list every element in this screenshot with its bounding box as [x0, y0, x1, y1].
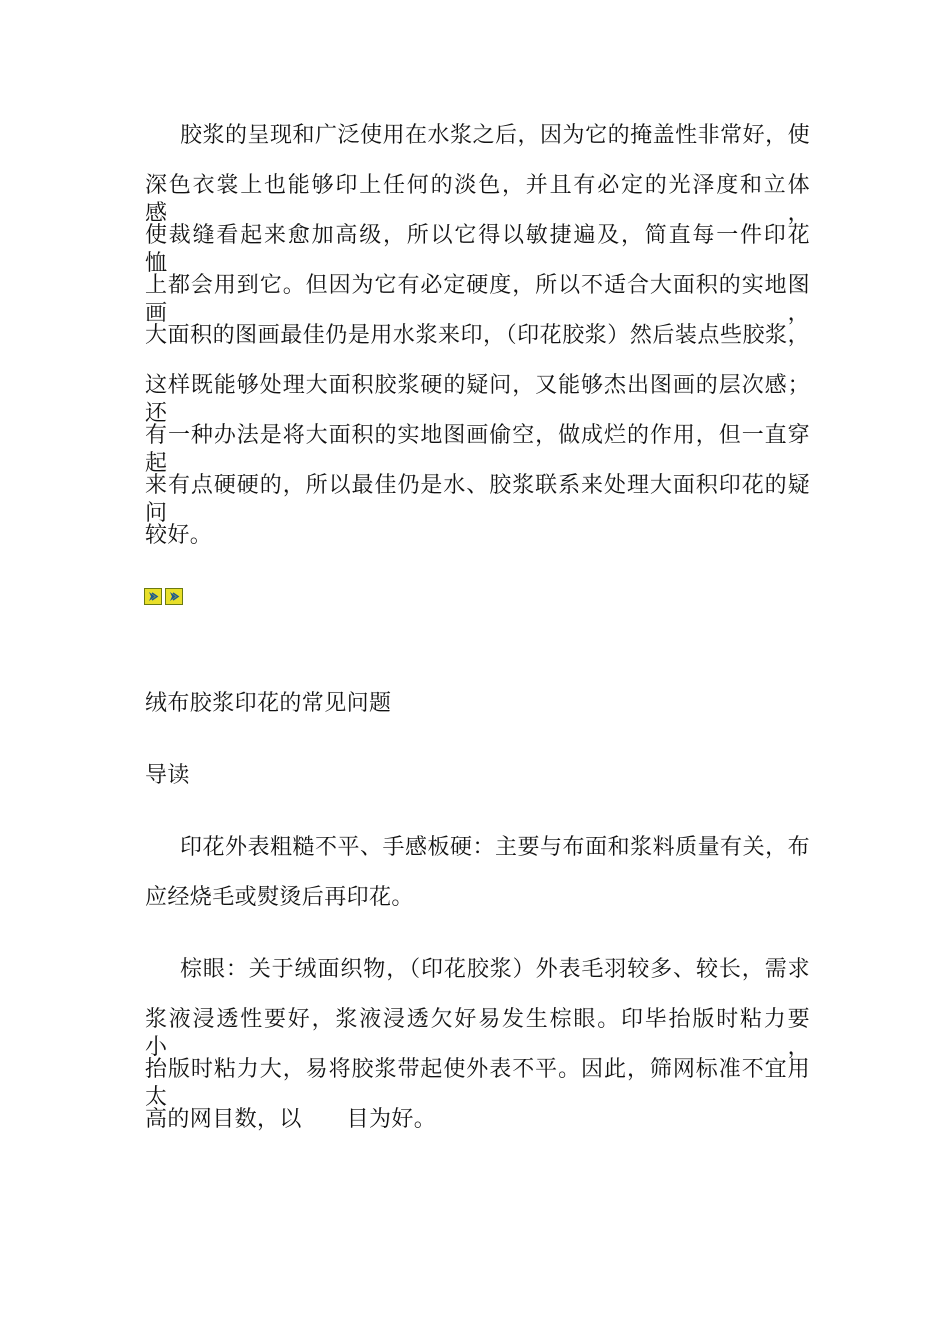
nav-arrows [144, 588, 183, 606]
paragraph-line: 大面积的图画最佳仍是用水浆来印，（印花胶浆）然后装点些胶浆， [145, 323, 810, 348]
paragraph-line: 有一种办法是将大面积的实地图画偷空，做成烂的作用，但一直穿起 [145, 423, 810, 476]
paragraph-line: 浆液浸透性要好，浆液浸透欠好易发生棕眼。印毕抬版时粘力要小， [145, 1007, 810, 1060]
paragraph-line: 高的网目数，以 目为好。 [145, 1107, 437, 1132]
paragraph-line: 使裁缝看起来愈加高级，所以它得以敏捷遍及，简直每一件印花 恤 [145, 223, 833, 276]
paragraph-line: 这样既能够处理大面积胶浆硬的疑问，又能够杰出图画的层次感；还 [145, 373, 810, 426]
paragraph-line: 应经烧毛或熨烫后再印花。 [145, 885, 414, 910]
paragraph-line: 棕眼：关于绒面织物，（印花胶浆）外表毛羽较多、较长，需求 [180, 957, 810, 982]
section-heading: 绒布胶浆印花的常见问题 [145, 691, 392, 716]
paragraph-line: 抬版时粘力大，易将胶浆带起使外表不平。因此，筛网标准不宜用太 [145, 1057, 810, 1110]
arrow-icon[interactable] [165, 588, 183, 605]
paragraph-line: 深色衣裳上也能够印上任何的淡色，并且有必定的光泽度和立体感， [145, 173, 810, 226]
lead-label: 导读 [145, 763, 190, 788]
paragraph-line: 来有点硬硬的，所以最佳仍是水、胶浆联系来处理大面积印花的疑问 [145, 473, 810, 526]
arrow-icon[interactable] [144, 588, 162, 605]
paragraph-line: 上都会用到它。但因为它有必定硬度，所以不适合大面积的实地图画， [145, 273, 810, 326]
paragraph-line: 印花外表粗糙不平、手感板硬：主要与布面和浆料质量有关，布 [180, 835, 810, 860]
paragraph-line: 胶浆的呈现和广泛使用在水浆之后，因为它的掩盖性非常好，使 [180, 123, 810, 148]
paragraph-line: 较好。 [145, 523, 213, 548]
